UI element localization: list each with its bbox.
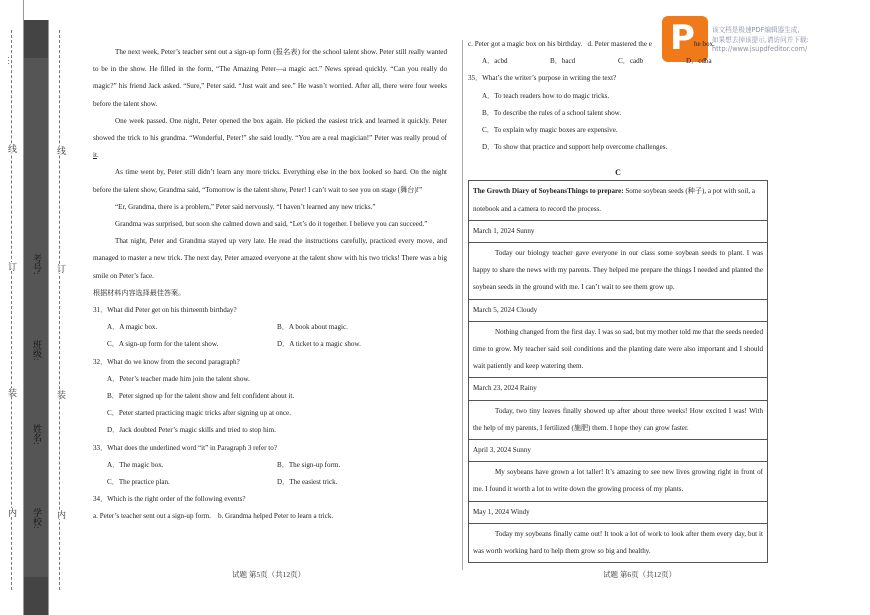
watermark-line-2: 如果想去掉该提示,请访问并下载: <box>712 35 809 44</box>
binding-marker-outer-2: 订 <box>7 262 17 271</box>
label-exam-no: 考号: <box>32 254 42 275</box>
column-divider <box>462 40 463 570</box>
passage-paragraph-5: Grandma was surprised, but soon she calmed down and said, “Let’s do it together. I believe you can succeed.” <box>115 220 428 229</box>
diary-prepare: Some soybean seeds (种子), a pot with soil, a notebook and a camera to record the process. <box>473 187 755 213</box>
q35-option-a[interactable]: A．To teach readers how to do magic tricks. <box>482 91 610 100</box>
growth-diary-table <box>468 180 768 563</box>
diary-date-1: March 1, 2024 Sunny <box>469 220 768 242</box>
binding-marker-inner-1: 线 <box>56 146 66 155</box>
q34-option-b[interactable]: B．bacd <box>550 57 576 66</box>
binding-dash-line <box>11 30 12 590</box>
binding-marker-outer-1: 线 <box>7 144 17 153</box>
diary-entry-1: Today our biology teacher gave everyone in our class some soybean seeds to plant. I was happy to share the news with my parents. They helped me prepare the things I needed and planted the soybean seeds in the ground with me. I can’t wait to see them grow up. <box>469 243 768 300</box>
question-34-events-cont: c. Peter got a magic box on his birthday. d. Peter mastered the e he box. <box>468 40 715 48</box>
diary-entry-row <box>469 523 768 562</box>
q33-option-c[interactable]: C．The practice plan. <box>107 478 170 487</box>
q33-option-a[interactable]: A．The magic box. <box>107 460 164 469</box>
passage-paragraph-6: That night, Peter and Grandma stayed up very late. He read the instructions carefully, practiced every move, and managed to master a new trick. The next day, Peter amazed everyone at the talent show with his two tricks! There was a big smile on Peter’s face. <box>93 237 447 280</box>
watermark-line-1: 该文档是极速PDF编辑器生成, <box>712 26 800 34</box>
diary-entry-row <box>469 462 768 501</box>
label-class: 班级: <box>32 340 42 361</box>
binding-marker-outer-3: 装 <box>7 388 17 397</box>
section-heading-c: C <box>615 168 621 178</box>
q32-option-c[interactable]: C．Peter started practicing magic tricks after signing up at once. <box>107 409 291 418</box>
q31-option-a[interactable]: A．A magic box. <box>107 323 158 332</box>
q33-option-b[interactable]: B．The sign-up form. <box>277 460 341 469</box>
question-31-stem: 31．What did Peter get on his thirteenth birthday? <box>93 306 237 315</box>
binding-marker-inner-2: 订 <box>56 264 66 273</box>
diary-entry-row <box>469 321 768 378</box>
q31-option-c[interactable]: C．A sign-up form for the talent show. <box>107 340 219 349</box>
q35-option-d[interactable]: D．To show that practice and support help overcome challenges. <box>482 143 668 152</box>
question-35 <box>468 70 768 156</box>
binding-margin-dark <box>24 20 48 615</box>
question-32 <box>93 354 447 440</box>
diary-title: The Growth Diary of SoybeansThings to prepare: <box>473 187 624 196</box>
diary-date-5: May 1, 2024 Windy <box>469 501 768 523</box>
q31-option-d[interactable]: D．A ticket to a magic show. <box>277 340 361 349</box>
left-column <box>93 44 447 526</box>
question-33-stem: 33．What does the underlined word “it” in Paragraph 3 refer to? <box>93 443 277 452</box>
diary-header-row <box>469 181 768 220</box>
q34-option-c[interactable]: C．cadb <box>618 57 644 66</box>
q34-option-a[interactable]: A．acbd <box>482 57 508 66</box>
question-35-stem: 35．What’s the writer’s purpose in writing the text? <box>468 74 617 83</box>
binding-marker-inner-3: 装 <box>56 390 66 399</box>
q32-option-a[interactable]: A．Peter’s teacher made him join the talent show. <box>107 374 250 383</box>
question-31 <box>93 302 447 354</box>
passage-paragraph-3: As time went by, Peter still didn’t learn any more tricks. Everything else in the box looked so hard. On the night before the talent show, Grandma said, “Tomorrow is the talent show, Peter! I can’t wait to see you on stage (舞台)!” <box>93 168 447 194</box>
pdf-editor-logo: P <box>662 16 708 62</box>
binding-dots: … <box>6 56 16 65</box>
passage-paragraph-1: The next week, Peter’s teacher sent out a sign-up form (报名表) for the school talent show. Peter still really wanted to be in the show. He filled in the form, “The Amazing Peter—a magic act.” News spread quickly. “Can you really do magic?” his friend Jack asked. “Sure,” Peter said. “Just wait and see.” He wasn’t worried. After all, there were four weeks before the talent show. <box>93 48 447 108</box>
question-34-stem: 34．Which is the right order of the following events? <box>93 495 246 504</box>
diary-entry-3: Today, two tiny leaves finally showed up after about three weeks! How excited I was! With the help of my parents, I fertilized (施肥) them. I hope they can grow faster. <box>469 400 768 439</box>
binding-marker-inner-4: 内 <box>56 510 66 519</box>
diary-date-3: March 23, 2024 Rainy <box>469 378 768 400</box>
q32-option-b[interactable]: B．Peter signed up for the talent show and felt confident about it. <box>107 392 295 401</box>
underlined-word-it: it <box>93 151 97 160</box>
q31-option-b[interactable]: B．A book about magic. <box>277 323 348 332</box>
binding-dash-line-inner <box>59 30 60 590</box>
diary-date-2: March 5, 2024 Cloudy <box>469 299 768 321</box>
question-33 <box>93 440 447 492</box>
diary-entry-2: Nothing changed from the first day. I was so sad, but my mother told me that the seeds needed time to grow. My teacher said soil conditions and the planting date were also important and I should wait patiently and keep watering them. <box>469 321 768 378</box>
q33-option-d[interactable]: D．The easiest trick. <box>277 478 338 487</box>
diary-date-row <box>469 220 768 242</box>
question-34 <box>93 491 447 525</box>
q35-option-b[interactable]: B．To describe the rules of a school talent show. <box>482 108 622 117</box>
q34-options <box>468 53 768 70</box>
passage-paragraph-2: One week passed. One night, Peter opened the box again. He picked the easiest trick and learned it quickly. Peter showed the trick to his grandma. “Wonderful, Peter!” she said loudly. “You are a real magician!” Peter was really proud of it. <box>93 116 447 160</box>
binding-marker-outer-4: 内 <box>7 508 17 517</box>
diary-date-4: April 3, 2024 Sunny <box>469 440 768 462</box>
page-footer-right: 试题 第6页（共12页） <box>603 570 677 579</box>
diary-entry-5: Today my soybeans finally came out! It took a lot of work to look after them every day, but it was worth working hard to help them grow so big and healthy. <box>469 523 768 562</box>
diary-entry-4: My soybeans have grown a lot taller! It’s amazing to see new lives growing right in front of me. I found it worth a lot to write down the growing process of my plants. <box>469 462 768 501</box>
q34-option-d[interactable]: D．cdba <box>686 57 712 66</box>
question-34-events: a. Peter’s teacher sent out a sign-up form. b. Grandma helped Peter to learn a trick. <box>93 512 334 521</box>
diary-date-row <box>469 299 768 321</box>
page-footer-left: 试题 第5页（共12页） <box>232 570 306 579</box>
diary-entry-row <box>469 400 768 439</box>
binding-margin-outer <box>0 0 24 615</box>
label-school: 学校: <box>32 508 42 529</box>
diary-date-row <box>469 440 768 462</box>
diary-date-row <box>469 378 768 400</box>
binding-margin-inner <box>48 20 70 615</box>
right-column <box>468 40 768 563</box>
watermark-link[interactable]: http://www.jsupdfeditor.com/ <box>712 45 808 53</box>
q35-option-c[interactable]: C．To explain why magic boxes are expensive. <box>482 126 618 135</box>
passage-paragraph-4: “Er, Grandma, there is a problem,” Peter said nervously. “I haven’t learned any new tricks.” <box>115 202 376 211</box>
diary-header-cell <box>469 181 768 220</box>
label-name: 姓名: <box>32 424 42 445</box>
q32-option-d[interactable]: D．Jack doubted Peter’s magic skills and tried to stop him. <box>107 426 276 435</box>
instruction: 根据材料内容选择最佳答案。 <box>93 288 186 297</box>
diary-entry-row <box>469 243 768 300</box>
question-32-stem: 32．What do we know from the second paragraph? <box>93 357 240 366</box>
diary-date-row <box>469 501 768 523</box>
